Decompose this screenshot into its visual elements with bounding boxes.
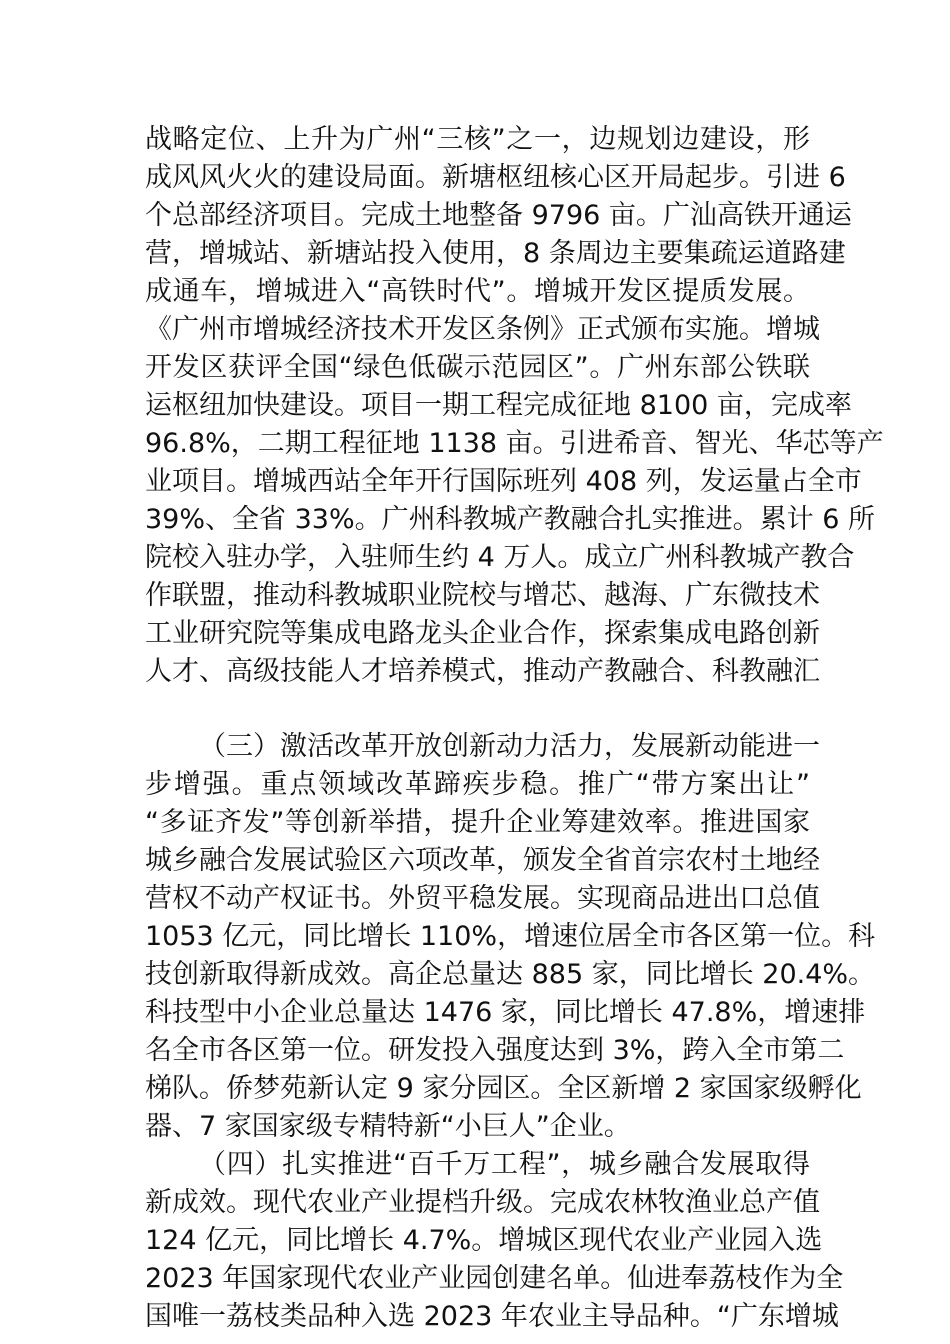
text-line: 成风风火火的建设局面。新塘枢纽核心区开局起步。引进 6 xyxy=(145,162,846,193)
text-line: 院校入驻办学，入驻师生约 4 万人。成立广州科教城产教合 xyxy=(145,542,855,573)
text-line: 96.8%，二期工程征地 1138 亩。引进希音、智光、华芯等产 xyxy=(145,428,884,459)
text-line: 作联盟，推动科教城职业院校与增芯、越海、广东微技术 xyxy=(145,580,820,611)
text-line: 开发区获评全国“绿色低碳示范园区”。广州东部公铁联 xyxy=(145,352,810,383)
text-line: 运枢纽加快建设。项目一期工程完成征地 8100 亩，完成率 xyxy=(145,390,852,421)
text-line: 营权不动产权证书。外贸平稳发展。实现商品进出口总值 xyxy=(145,883,820,914)
text-line: 战略定位、上升为广州“三核”之一，边规划边建设，形 xyxy=(145,124,810,155)
text-line: 营，增城站、新塘站投入使用，8 条周边主要集疏运道路建 xyxy=(145,238,846,269)
text-line: 城乡融合发展试验区六项改革，颁发全省首宗农村土地经 xyxy=(145,845,820,876)
text-line: 名全市各区第一位。研发投入强度达到 3%，跨入全市第二 xyxy=(145,1035,845,1066)
section-heading-line: （四）扎实推进“百千万工程”，城乡融合发展取得 xyxy=(199,1149,810,1180)
text-line: 国唯一荔枝类品种入选 2023 年农业主导品种。“广东增城 xyxy=(145,1301,839,1332)
text-line: 技创新取得新成效。高企总量达 885 家，同比增长 20.4%。 xyxy=(145,959,876,990)
text-line: 2023 年国家现代农业产业园创建名单。仙进奉荔枝作为全 xyxy=(145,1263,844,1294)
text-line: 科技型中小企业总量达 1476 家，同比增长 47.8%，增速排 xyxy=(145,997,866,1028)
text-line: 1053 亿元，同比增长 110%，增速位居全市各区第一位。科 xyxy=(145,921,876,952)
text-line: 梯队。侨梦苑新认定 9 家分园区。全区新增 2 家国家级孵化 xyxy=(145,1073,862,1104)
text-line: 《广州市增城经济技术开发区条例》正式颁布实施。增城 xyxy=(145,314,820,345)
text-line: 个总部经济项目。完成土地整备 9796 亩。广汕高铁开通运 xyxy=(145,200,852,231)
text-line: 人才、高级技能人才培养模式，推动产教融合、科教融汇 xyxy=(145,656,820,687)
text-line: 器、7 家国家级专精特新“小巨人”企业。 xyxy=(145,1111,631,1142)
text-line: 新成效。现代农业产业提档升级。完成农林牧渔业总产值 xyxy=(145,1187,820,1218)
text-line: 工业研究院等集成电路龙头企业合作，探索集成电路创新 xyxy=(145,618,820,649)
text-line: 124 亿元，同比增长 4.7%。增城区现代农业产业园入选 xyxy=(145,1225,823,1256)
section-heading-line: （三）激活改革开放创新动力活力，发展新动能进一 xyxy=(199,731,820,762)
text-line: 步增强。重点领域改革蹄疾步稳。推广“带方案出让” xyxy=(145,769,810,800)
text-line: 39%、全省 33%。广州科教城产教融合扎实推进。累计 6 所 xyxy=(145,504,875,535)
text-line: “多证齐发”等创新举措，提升企业筹建效率。推进国家 xyxy=(145,807,810,838)
text-line: 成通车，增城进入“高铁时代”。增城开发区提质发展。 xyxy=(145,276,810,307)
text-line: 业项目。增城西站全年开行国际班列 408 列，发运量占全市 xyxy=(145,466,862,497)
